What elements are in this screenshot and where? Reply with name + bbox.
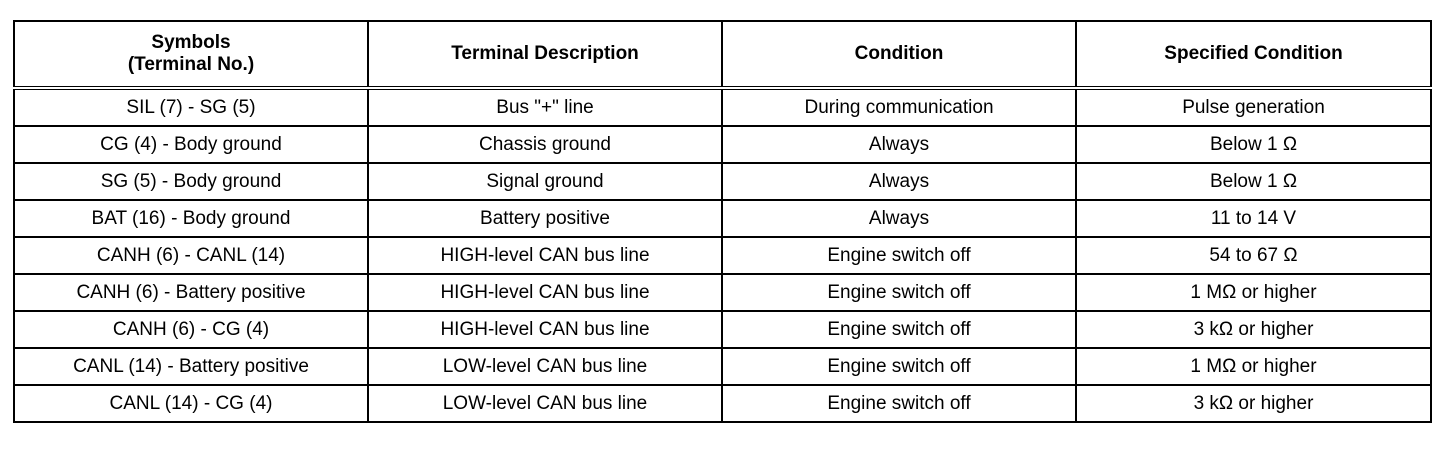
cell-specified-condition: 3 kΩ or higher	[1076, 311, 1431, 348]
cell-terminal-description: LOW-level CAN bus line	[368, 348, 722, 385]
table-header	[14, 21, 1431, 88]
cell-condition: Always	[722, 163, 1076, 200]
header-symbols-line2: (Terminal No.)	[127, 54, 255, 75]
cell-specified-condition: 1 MΩ or higher	[1076, 348, 1431, 385]
table-row	[14, 274, 1431, 311]
cell-terminal-description: Signal ground	[368, 163, 722, 200]
header-specified-condition: Specified Condition	[1076, 21, 1431, 88]
cell-terminal-description: Battery positive	[368, 200, 722, 237]
header-condition: Condition	[722, 21, 1076, 88]
table-row	[14, 311, 1431, 348]
cell-condition: Always	[722, 200, 1076, 237]
cell-symbols: CANH (6) - CG (4)	[14, 311, 368, 348]
cell-condition: Always	[722, 126, 1076, 163]
cell-terminal-description: HIGH-level CAN bus line	[368, 311, 722, 348]
cell-specified-condition: 11 to 14 V	[1076, 200, 1431, 237]
terminal-spec-table	[13, 20, 1432, 423]
cell-condition: Engine switch off	[722, 311, 1076, 348]
table-row	[14, 385, 1431, 422]
table-row	[14, 88, 1431, 126]
table-row	[14, 163, 1431, 200]
table-row	[14, 348, 1431, 385]
cell-symbols: SIL (7) - SG (5)	[14, 88, 368, 126]
cell-condition: Engine switch off	[722, 237, 1076, 274]
header-row	[14, 21, 1431, 88]
cell-specified-condition: 3 kΩ or higher	[1076, 385, 1431, 422]
table-row	[14, 126, 1431, 163]
header-terminal-description: Terminal Description	[368, 21, 722, 88]
cell-symbols: CANL (14) - CG (4)	[14, 385, 368, 422]
cell-specified-condition: 1 MΩ or higher	[1076, 274, 1431, 311]
cell-specified-condition: Below 1 Ω	[1076, 126, 1431, 163]
cell-terminal-description: HIGH-level CAN bus line	[368, 237, 722, 274]
cell-terminal-description: Bus "+" line	[368, 88, 722, 126]
cell-condition: Engine switch off	[722, 274, 1076, 311]
cell-specified-condition: Below 1 Ω	[1076, 163, 1431, 200]
cell-specified-condition: 54 to 67 Ω	[1076, 237, 1431, 274]
cell-symbols: CANH (6) - Battery positive	[14, 274, 368, 311]
cell-condition: Engine switch off	[722, 385, 1076, 422]
cell-terminal-description: Chassis ground	[368, 126, 722, 163]
cell-symbols: CANH (6) - CANL (14)	[14, 237, 368, 274]
table-row	[14, 200, 1431, 237]
cell-symbols: SG (5) - Body ground	[14, 163, 368, 200]
cell-specified-condition: Pulse generation	[1076, 88, 1431, 126]
table-body	[14, 88, 1431, 422]
header-symbols-line1: Symbols	[151, 32, 231, 53]
table-row	[14, 237, 1431, 274]
cell-symbols: CANL (14) - Battery positive	[14, 348, 368, 385]
cell-symbols: CG (4) - Body ground	[14, 126, 368, 163]
cell-terminal-description: HIGH-level CAN bus line	[368, 274, 722, 311]
cell-terminal-description: LOW-level CAN bus line	[368, 385, 722, 422]
cell-condition: During communication	[722, 88, 1076, 126]
cell-symbols: BAT (16) - Body ground	[14, 200, 368, 237]
header-symbols	[14, 21, 368, 88]
cell-condition: Engine switch off	[722, 348, 1076, 385]
